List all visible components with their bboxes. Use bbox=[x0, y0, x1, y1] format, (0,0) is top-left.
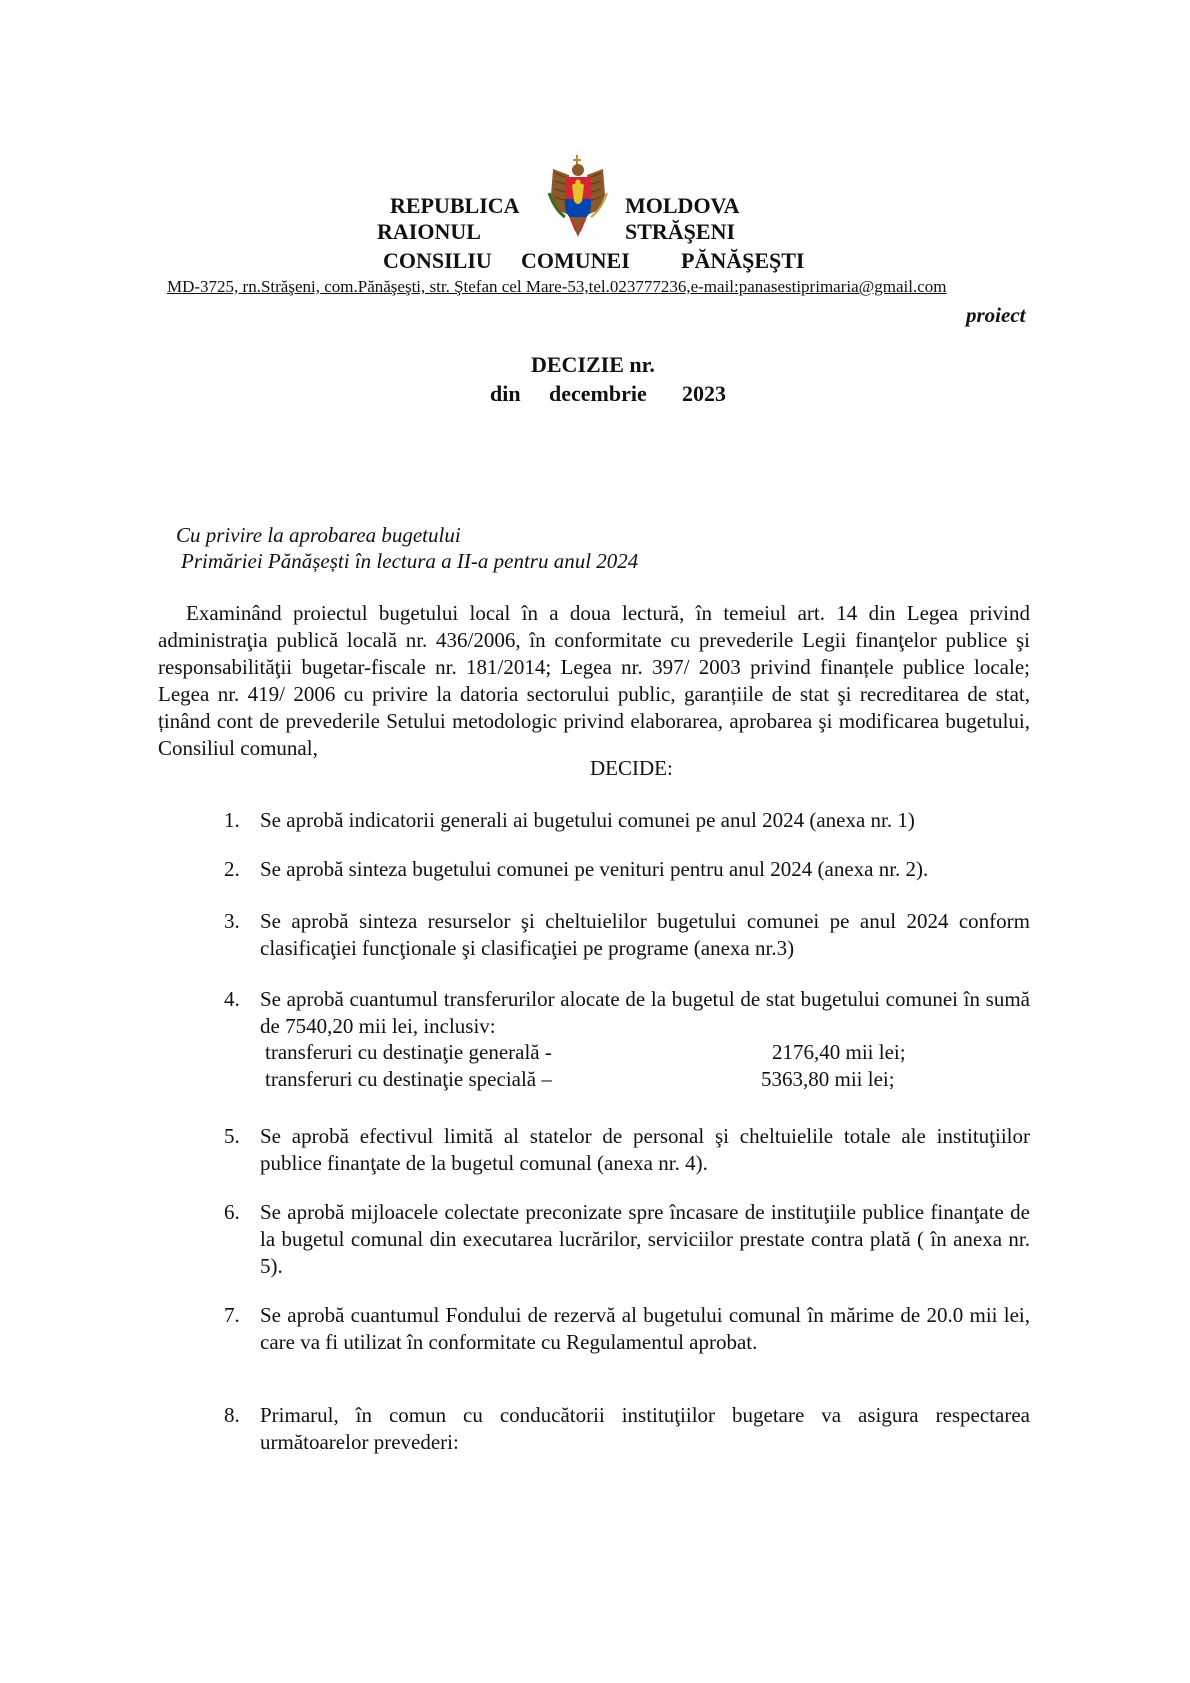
item-number: 2. bbox=[224, 857, 240, 881]
item-text: Se aprobă cuantumul Fondului de rezervă al bugetului comunal în mărime de 20.0 mii lei, care va fi utilizat în conformitate cu Regulamentul aprobat. bbox=[260, 1303, 1030, 1354]
decision-date-year: 2023 bbox=[682, 381, 726, 406]
header-straseni: STRĂŞENI bbox=[625, 219, 736, 244]
item-number: 4. bbox=[224, 987, 240, 1011]
list-item-8 bbox=[224, 1402, 1084, 1462]
transfer-special-value: 5363,80 mii lei; bbox=[761, 1067, 895, 1091]
subject-line-1: Cu privire la aprobarea bugetului bbox=[176, 523, 461, 547]
list-item-5 bbox=[224, 1123, 1084, 1183]
decision-title: DECIZIE nr. bbox=[531, 352, 655, 377]
header-moldova: MOLDOVA bbox=[625, 193, 740, 218]
transfer-general-value: 2176,40 mii lei; bbox=[772, 1040, 906, 1064]
list-item-7 bbox=[224, 1302, 1084, 1362]
item-text: Primarul, în comun cu conducătorii instituţiilor bugetare va asigura respectarea următoarelor prevederi: bbox=[260, 1403, 1030, 1454]
list-item-1 bbox=[224, 807, 1084, 837]
header-comunei: COMUNEI bbox=[521, 248, 630, 273]
item-text: Se aprobă sinteza bugetului comunei pe venituri pentru anul 2024 (anexa nr. 2). bbox=[260, 857, 929, 881]
address-line: MD-3725, rn.Străşeni, com.Pănăşeşti, str. Ştefan cel Mare-53,tel.023777236,e-mail:panasestiprimaria@gmail.com bbox=[167, 277, 947, 296]
list-item-6 bbox=[224, 1199, 1084, 1289]
item-text: Se aprobă efectivul limită al statelor de personal şi cheltuielile totale ale instituţiilor publice finanţate de la bugetul comunal (anexa nr. 4). bbox=[260, 1124, 1030, 1175]
item-text: Se aprobă mijloacele colectate preconizate spre încasare de instituţiile publice finanţate de la bugetul comunal din executarea lucrărilor, serviciilor prestate contra plată ( în anexa nr. 5). bbox=[260, 1200, 1030, 1278]
status-label: proiect bbox=[966, 303, 1026, 327]
item-number: 6. bbox=[224, 1200, 240, 1224]
subject-line-2: Primăriei Pănășești în lectura a II-a pentru anul 2024 bbox=[181, 549, 639, 573]
preamble-paragraph: Examinând proiectul bugetului local în a doua lectură, în temeiul art. 14 din Legea privind administraţia publică locală nr. 436/2006, în conformitate cu prevederile Legii finanţelor publice şi responsabilităţii bugetar-fiscale nr. 181/2014; Legea nr. 397/ 2003 privind finanțele publice locale; Legea nr. 419/ 2006 cu privire la datoria sectorului public, garanțiile de stat şi recreditarea de stat, ținând cont de prevederile Setului metodologic privind elaborarea, aprobarea şi modificarea bugetului, Consiliul comunal, bbox=[158, 601, 1030, 760]
item-number: 1. bbox=[224, 808, 240, 832]
item-number: 8. bbox=[224, 1403, 240, 1427]
header-republica: REPUBLICA bbox=[390, 193, 520, 218]
item-text: Se aprobă indicatorii generali ai bugetului comunei pe anul 2024 (anexa nr. 1) bbox=[260, 808, 915, 832]
transfer-special-label: transferuri cu destinaţie specială – bbox=[265, 1067, 552, 1091]
decision-date-din: din bbox=[490, 381, 521, 406]
decide-heading: DECIDE: bbox=[590, 756, 673, 780]
header-raionul: RAIONUL bbox=[377, 219, 481, 244]
item-text: Se aprobă sinteza resurselor şi cheltuielilor bugetului comunei pe anul 2024 conform clasificaţiei funcţionale şi clasificaţiei pe programe (anexa nr.3) bbox=[260, 909, 1030, 960]
header-panasesti: PĂNĂŞEŞTI bbox=[681, 248, 805, 273]
item-number: 5. bbox=[224, 1124, 240, 1148]
item-text: Se aprobă cuantumul transferurilor alocate de la bugetul de stat bugetului comunei în sumă de 7540,20 mii lei, inclusiv: bbox=[260, 987, 1030, 1038]
moldova-coat-of-arms-icon bbox=[543, 155, 613, 240]
list-item-3 bbox=[224, 908, 1084, 968]
transfer-general-label: transferuri cu destinaţie generală - bbox=[265, 1040, 552, 1064]
item-number: 3. bbox=[224, 909, 240, 933]
list-item-2 bbox=[224, 856, 1084, 886]
decision-date-month: decembrie bbox=[549, 381, 647, 406]
item-number: 7. bbox=[224, 1303, 240, 1327]
header-consiliu: CONSILIU bbox=[383, 248, 492, 273]
